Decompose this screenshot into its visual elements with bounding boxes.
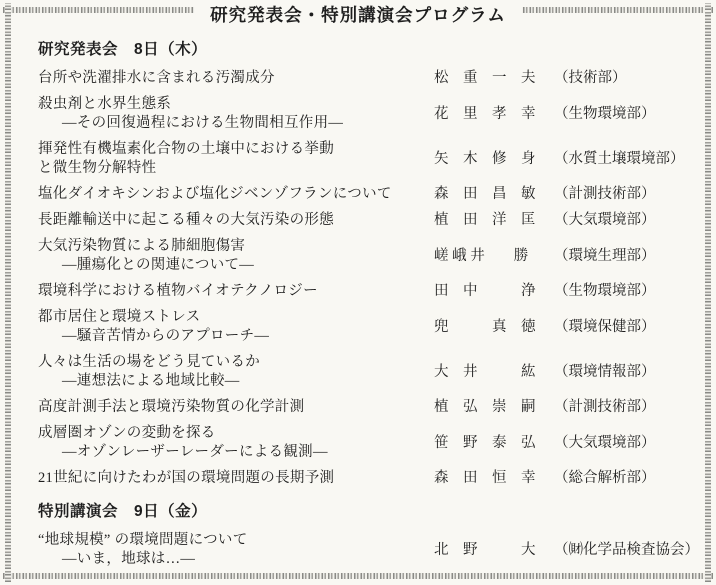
presenter-affiliation: （環境生理部） — [554, 247, 656, 264]
presenter-name: 大 井 紘 — [434, 363, 536, 380]
topic-text: 殺虫剤と水界生態系 — [38, 96, 172, 112]
program-row — [38, 185, 702, 204]
topic-text: 長距離輸送中に起こる種々の大気汚染の形態 — [38, 212, 334, 228]
decorative-border-right — [705, 3, 711, 582]
topic-text: 21世紀に向けたわが国の環境問題の長期予測 — [38, 470, 335, 486]
presenter — [434, 318, 702, 337]
program-row — [38, 95, 702, 133]
presenter-name: 田 中 浄 — [434, 283, 536, 299]
topic-text: 台所や洗濯排水に含まれる汚濁成分 — [38, 70, 275, 86]
topic-block — [38, 398, 434, 417]
presenter — [434, 247, 702, 266]
topic-block — [38, 140, 434, 178]
section-heading-presentations: 研究発表会 8日（木） — [38, 41, 208, 58]
topic-subtitle: ―その回復過程における生物間相互作用― — [62, 115, 344, 131]
presenter-name: 矢 木 修 身 — [434, 150, 536, 167]
presenter-name: 兜 真 徳 — [434, 318, 536, 335]
presenter-affiliation: （総合解析部） — [554, 470, 656, 486]
program-row — [38, 237, 702, 275]
topic-text: 環境科学における植物バイオテクノロジー — [38, 283, 318, 299]
program-row — [38, 469, 702, 488]
topic-text: “地球規模” の環境問題について — [38, 532, 248, 548]
topic-subtitle: ―腫瘍化との関連について― — [62, 257, 255, 273]
topic-text: 塩化ダイオキシンおよび塩化ジベンゾフランについて — [38, 186, 392, 202]
presenter — [434, 434, 702, 453]
presenter-affiliation: （㈶化学品検査協会） — [554, 541, 699, 558]
decorative-border-bottom — [3, 573, 713, 579]
presenter-affiliation: （環境情報部） — [554, 363, 656, 380]
presenter — [434, 469, 702, 488]
topic-block — [38, 531, 434, 569]
topic-subtitle: ―連想法による地域比較― — [62, 373, 240, 389]
program-row — [38, 424, 702, 462]
topic-block — [38, 353, 434, 391]
program-row — [38, 211, 702, 230]
topic-text: 成層圏オゾンの変動を探る — [38, 425, 216, 441]
document-title: 研究発表会・特別講演会プログラム — [194, 2, 522, 28]
presenter-name: 北 野 大 — [434, 541, 536, 558]
presenter-affiliation: （計測技術部） — [554, 186, 656, 202]
program-row — [38, 69, 702, 88]
topic-block — [38, 69, 434, 88]
presenter-name: 笹 野 泰 弘 — [434, 434, 536, 451]
presenter-affiliation: （水質土壌環境部） — [554, 150, 685, 167]
presenter-affiliation: （計測技術部） — [554, 399, 656, 415]
program-row — [38, 282, 702, 301]
topic-block — [38, 469, 434, 488]
presenter-name: 嵯 峨 井 勝 — [434, 247, 529, 264]
topic-continuation: と微生物分解特性 — [38, 160, 157, 176]
presenter-affiliation: （技術部） — [554, 70, 627, 86]
topic-block — [38, 424, 434, 462]
presenter-affiliation: （大気環境部） — [554, 434, 656, 451]
program-row — [38, 353, 702, 391]
program-row — [38, 140, 702, 178]
topic-text: 揮発性有機塩素化合物の土壌中における挙動 — [38, 141, 334, 157]
topic-block — [38, 237, 434, 275]
presenter-name: 花 里 孝 幸 — [434, 105, 536, 122]
presenter-affiliation: （生物環境部） — [554, 283, 656, 299]
presenter — [434, 69, 702, 88]
presenter — [434, 150, 702, 169]
presenter-name: 松 重 一 夫 — [434, 70, 536, 86]
topic-text: 高度計測手法と環境汚染物質の化学計測 — [38, 399, 305, 415]
topic-subtitle: ―騒音苦情からのアプローチ― — [62, 328, 270, 344]
program-row — [38, 531, 702, 569]
section-heading-special-lecture: 特別講演会 9日（金） — [38, 503, 208, 520]
program-row — [38, 398, 702, 417]
topic-block — [38, 185, 434, 204]
presenter — [434, 363, 702, 382]
presenter-name: 森 田 恒 幸 — [434, 470, 536, 486]
presenter-affiliation: （環境保健部） — [554, 318, 656, 335]
topic-block — [38, 95, 434, 133]
topic-text: 都市居住と環境ストレス — [38, 309, 201, 325]
topic-block — [38, 211, 434, 230]
program-content — [38, 34, 702, 576]
presenter — [434, 185, 702, 204]
topic-subtitle: ―いま，地球は…― — [62, 551, 196, 567]
presenter — [434, 211, 702, 230]
presenter-affiliation: （生物環境部） — [554, 105, 656, 122]
presenter-name: 植 田 洋 匡 — [434, 212, 536, 228]
presenter-name: 森 田 昌 敏 — [434, 186, 536, 202]
topic-text: 人々は生活の場をどう見ているか — [38, 354, 260, 370]
presenter — [434, 105, 702, 124]
presenter-affiliation: （大気環境部） — [554, 212, 656, 228]
presenter — [434, 282, 702, 301]
program-row — [38, 308, 702, 346]
topic-block — [38, 308, 434, 346]
presenter — [434, 541, 702, 560]
topic-subtitle: ―オゾンレーザーレーダーによる観測― — [62, 444, 328, 460]
presenter — [434, 398, 702, 417]
decorative-border-left — [5, 3, 11, 582]
topic-text: 大気汚染物質による肺細胞傷害 — [38, 238, 246, 254]
topic-block — [38, 282, 434, 301]
presenter-name: 植 弘 崇 嗣 — [434, 399, 536, 415]
